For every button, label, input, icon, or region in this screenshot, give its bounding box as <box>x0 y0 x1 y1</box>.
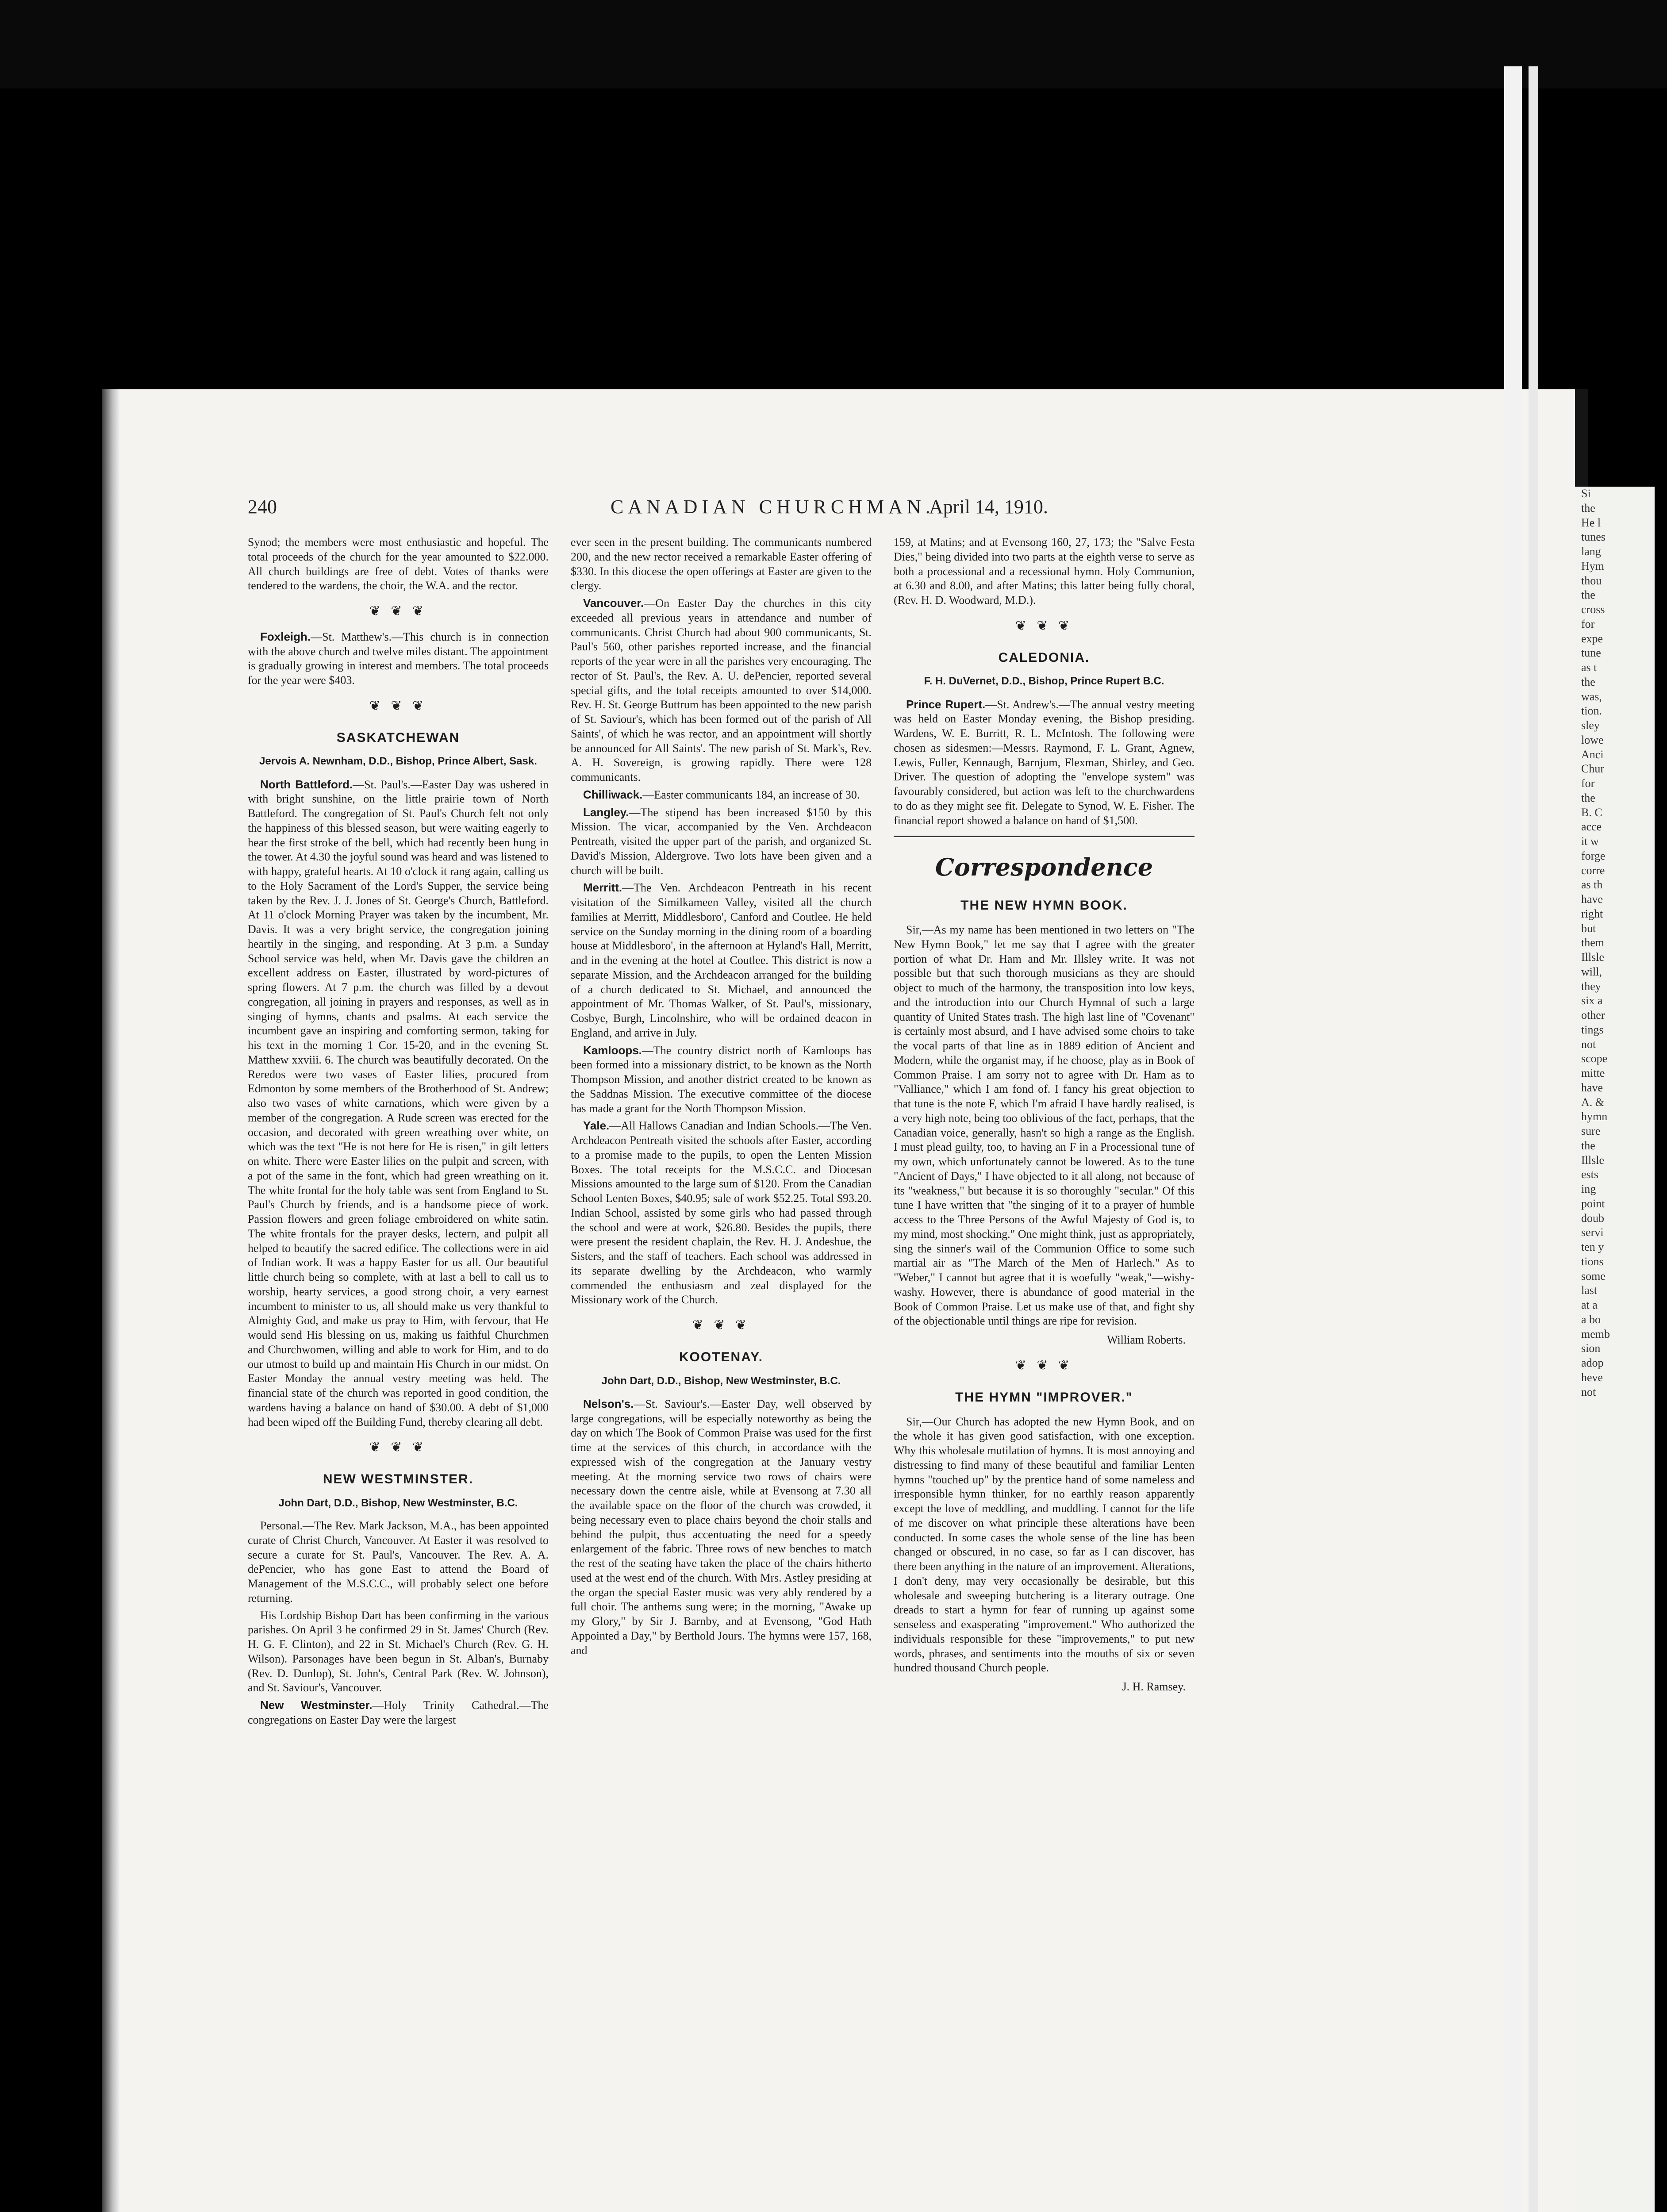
adjacent-page-line: memb <box>1581 1327 1610 1340</box>
adjacent-page-line: the <box>1581 1139 1595 1152</box>
adjacent-page-line: tings <box>1581 1023 1604 1036</box>
adjacent-page-line: tunes <box>1581 530 1606 544</box>
adjacent-page-line: ests <box>1581 1168 1598 1181</box>
adjacent-page-line: the <box>1581 675 1595 688</box>
adjacent-page-line: have <box>1581 893 1603 906</box>
adjacent-page-line: at a <box>1581 1298 1598 1311</box>
page-spine-shadow <box>102 389 119 2212</box>
adjacent-page-line: forge <box>1581 849 1606 862</box>
bishop-byline: John Dart, D.D., Bishop, New Westminster, B.C. <box>601 1375 841 1387</box>
section-heading-new-westminster: NEW WESTMINSTER. <box>323 1472 474 1487</box>
paragraph: Foxleigh.—St. Matthew's.—This church is in connection with the above church and twelve miles distant. The appointment is gradually growing in interest and members. The total proceeds for the year were $403. <box>248 630 549 687</box>
paragraph: Synod; the members were most enthusiastic and hopeful. The total proceeds of the church for the year amounted to $22.000. All church buildings are free of debt. Votes of thanks were tendered to the wardens, the choir, the W.A. and the rector. <box>248 536 549 592</box>
adjacent-page-line: Hym <box>1581 559 1604 572</box>
adjacent-page-line: as t <box>1581 661 1597 674</box>
adjacent-page-line: will, <box>1581 965 1602 978</box>
adjacent-page-line: ing <box>1581 1183 1596 1195</box>
adjacent-page-line: as th <box>1581 878 1603 891</box>
adjacent-page-line: they <box>1581 979 1601 993</box>
adjacent-page-line: servi <box>1581 1226 1604 1239</box>
adjacent-page-line: Si <box>1581 487 1591 500</box>
adjacent-page-line: lowe <box>1581 733 1604 746</box>
adjacent-page-line: Chur <box>1581 762 1604 776</box>
adjacent-page-line: doub <box>1581 1211 1604 1225</box>
page-number: 240 <box>248 496 277 518</box>
column-1 <box>248 535 549 1730</box>
adjacent-page-line: six a <box>1581 994 1603 1007</box>
ornament: ❦ ❦ ❦ <box>369 604 427 618</box>
adjacent-page-fragment <box>1575 487 1655 2212</box>
section-heading-caledonia: CALEDONIA. <box>998 650 1090 665</box>
paragraph: His Lordship Bishop Dart has been confirming in the various parishes. On April 3 he confirmed 29 in St. James' Church (Rev. H. G. F. Clinton), and 22 in St. Michael's Church (Rev. G. H. Wilson). Parsonages have been begun in St. Alban's, Burnaby (Rev. D. Dunlop), St. John's, Central Park (Rev. W. Johnson), and St. Saviour's, Vancouver. <box>248 1609 549 1694</box>
letter-heading: THE NEW HYMN BOOK. <box>960 898 1128 913</box>
newspaper-page <box>102 389 1588 2212</box>
adjacent-page-line: the <box>1581 791 1595 804</box>
adjacent-page-line: sion <box>1581 1342 1601 1355</box>
adjacent-page-line: the <box>1581 588 1595 602</box>
scanner-frame-top <box>0 0 1667 88</box>
adjacent-page-line: acce <box>1581 820 1602 833</box>
ornament: ❦ ❦ ❦ <box>692 1318 750 1333</box>
adjacent-page-line: expe <box>1581 632 1603 645</box>
adjacent-page-line: B. C <box>1581 806 1602 819</box>
bishop-byline: Jervois A. Newnham, D.D., Bishop, Prince Albert, Sask. <box>259 755 537 768</box>
adjacent-page-line: last <box>1581 1284 1598 1297</box>
adjacent-page-line: heve <box>1581 1371 1603 1384</box>
adjacent-page-line: thou <box>1581 574 1602 587</box>
adjacent-page-line: the <box>1581 501 1595 515</box>
paragraph: Kamloops.—The country district north of Kamloops has been formed into a missionary district, to be known as the North Thompson Mission, and another district created to be known as the Saddnas Mission. The executive committee of the diocese has made a grant for the North Thompson Mission. <box>571 1043 872 1115</box>
paragraph: North Battleford.—St. Paul's.—Easter Day was ushered in with bright sunshine, on the little prairie town of North Battleford. The congregation of St. Paul's Church felt not only the happiness of this blessed season, but were waiting eagerly to hear the first stroke of the bell, which had recently been hung in the tower. At 4.30 the joyful sound was heard and was listened to with happy, grateful hearts. At 10 o'clock it rang again, calling us to the Holy Sacrament of the Lord's Supper, the service being taken by the Rev. J. J. Jones of St. George's Church, Battleford. At 11 o'clock Morning Prayer was taken by the incumbent, Mr. Davis. It was a very bright service, the congregation joining heartily in the singing, and responding. At 3 p.m. a Sunday School service was held, when Mr. Davis gave the children an excellent address on Easter, illustrated by word-pictures of spring flowers. At 7 p.m. the church was filled by a devout congregation, all joining in prayers and responses, as well as in singing of hymns, chants and psalms. At each service the incumbent gave an inspiring and comforting sermon, taking for his text in the morning 1 Cor. 15-20, and in the evening St. Matthew xxviii. 6. The church was beautifully decorated. On the Reredos were two vases of Easter lilies, procured from Edmonton by some members of the Brotherhood of St. Andrew; also two vases of white carnations, which were given by a member of the congregation. A Rude screen was erected for the occasion, and decorated with green wreathing over white, on which was the text "He is not here for He is risen," in gilt letters on white. There were Easter lilies on the pulpit and screen, with a pot of the same in the font, which had green wreathing on it. The white frontal for the holy table was sent from England to St. Paul's Church by friends, and is a handsome piece of work. Passion flowers and green foliage embroidered on white satin. The white frontals for the prayer desks, lectern, and pulpit all helped to beautify the sacred edifice. The collections were in aid of Indian work. It was a happy Easter for us all. Our beautiful little church being so complete, with at last a bell to call us to worship, hearty services, a good strong choir, a very earnest incumbent to minister to us, all should make us very thankful to Almighty God, and make us pray to Him, with fervour, that He would send His blessing on us, making us faithful Churchmen and Churchwomen, willing and able to work for Him, and to do our utmost to build up and maintain His Church in our midst. On Easter Monday the annual vestry meeting was held. The financial state of the church was reported in good condition, the wardens having a balance on hand of $30.00. A debt of $1,000 had been wiped off the Building Fund, thereby clearing all debt. <box>248 777 549 1429</box>
paragraph: Merritt.—The Ven. Archdeacon Pentreath in his recent visitation of the Similkameen Valley, visited all the church families at Merritt, Middlesboro', Canford and Coutlee. He held service on the Sunday morning in the dining room of a boarding house at Middlesboro', in the afternoon at Hyland's Hall, Merritt, and in the evening at the hotel at Coutlee. This district is now a separate Mission, and the Archdeacon arranged for the building of a church dedicated to St. Michael, and announced the appointment of Mr. Thomas Walker, of St. Paul's, missionary, Cosbye, Burgh, Lincolnshire, who will be ordained deacon in England, and arrive in July. <box>571 881 872 1039</box>
adjacent-page-line: corre <box>1581 864 1605 877</box>
adjacent-page-line: tions <box>1581 1255 1604 1268</box>
paragraph: Nelson's.—St. Saviour's.—Easter Day, well observed by large congregations, will be especially noteworthy as being the day on which The Book of Common Praise was used for the first time at the services of this church, in accordance with the expressed wish of the congregation at the January vestry meeting. At the morning service two rows of chairs were necessary down the centre aisle, while at Evensong at 7.30 all the available space on the floor of the church was crowded, it being necessary even to place chairs beyond the choir stalls and behind the pulpit, thus accentuating the need for a speedy enlargement of the fabric. Three rows of new benches to match the rest of the seating have taken the place of the chairs hitherto used at the west end of the church. With Mrs. Astley presiding at the organ the special Easter music was very ably rendered by a full choir. The anthems sung were; in the morning, "Awake up my Glory," by Sir J. Barnby, and at Evensong, "God Hath Appointed a Day," by Berthold Jours. The hymns were 157, 168, and <box>571 1397 872 1657</box>
ornament: ❦ ❦ ❦ <box>1015 1358 1073 1373</box>
divider <box>894 836 1195 837</box>
adjacent-page-line: right <box>1581 907 1603 920</box>
paragraph: Yale.—All Hallows Canadian and Indian Schools.—The Ven. Archdeacon Pentreath visited the schools after Easter, according to a promise made to the pupils, to open the Lenten Mission Boxes. The total receipts for the M.S.C.C. and Diocesan Missions amounted to the large sum of $120. From the Canadian School Lenten Boxes, $40.95; sale of work $52.25. Total $93.20. Indian School, assisted by some girls who had passed through the school and were at work, $26.80. Besides the pupils, there were present the resident chaplain, the Rev. H. J. Andeshue, the Sisters, and the staff of teachers. Each school was addressed in its separate dwelling by the Archdeacon, who warmly commended the enthusiasm and zeal displayed for the Missionary work of the Church. <box>571 1119 872 1306</box>
adjacent-page-line: was, <box>1581 690 1602 703</box>
paragraph: Vancouver.—On Easter Day the churches in this city exceeded all previous years in attendance and number of communicants. Christ Church had about 900 communicants, St. Paul's 560, other parishes reported increase, and the financial reports of the year were in all the parishes very encouraging. The rector of St. Paul's, the Rev. A. U. dePencier, reported several special gifts, and the total receipts amounted to over $14,000. Rev. H. St. George Buttrum has been appointed to the new parish of St. Saviour's, which has been formed out of the parish of All Saints', of which he was rector, and an appointment will shortly be announced for All Saints'. The new parish of St. Mark's, Rev. A. H. Sovereign, is growing rapidly. There were 128 communicants. <box>571 596 872 783</box>
correspondence-heading: Correspondence <box>935 853 1153 882</box>
adjacent-page-line: ten y <box>1581 1240 1604 1253</box>
paragraph: Personal.—The Rev. Mark Jackson, M.A., has been appointed curate of Christ Church, Vancouver. At Easter it was resolved to secure a curate for St. Paul's, Vancouver. The Rev. A. A. dePencier, who has gone East to attend the Board of Management of the M.S.C.C., will probably select one before returning. <box>248 1519 549 1605</box>
adjacent-page-line: tion. <box>1581 704 1602 718</box>
adjacent-page-line: them <box>1581 936 1604 949</box>
paragraph: ever seen in the present building. The communicants numbered 200, and the new rector received a remarkable Easter offering of $330. In this diocese the open offerings at Easter are given to the clergy. <box>571 536 872 592</box>
ornament: ❦ ❦ ❦ <box>369 1440 427 1455</box>
adjacent-page-line: Anci <box>1581 748 1604 761</box>
adjacent-page-line: other <box>1581 1009 1605 1022</box>
paragraph: Langley.—The stipend has been increased $150 by this Mission. The vicar, accompanied by the Ven. Archdeacon Pentreath, visited the upper part of the parish, and organized St. David's Mission, Aldergrove. Two lots have been given and a church will be built. <box>571 805 872 877</box>
column-3 <box>894 535 1195 1701</box>
adjacent-page-line: for <box>1581 777 1595 790</box>
paragraph: Chilliwack.—Easter communicants 184, an increase of 30. <box>583 787 860 801</box>
scanner-frame-strip <box>1529 66 1538 2212</box>
adjacent-page-line: mitte <box>1581 1067 1605 1079</box>
issue-date: April 14, 1910. <box>929 496 1048 518</box>
adjacent-page-line: but <box>1581 922 1596 935</box>
adjacent-page-line: a bo <box>1581 1313 1601 1326</box>
adjacent-page-line: adop <box>1581 1356 1604 1369</box>
ornament: ❦ ❦ ❦ <box>369 698 427 713</box>
adjacent-page-line: sure <box>1581 1125 1601 1137</box>
adjacent-page-text <box>1575 487 1655 1399</box>
letter-heading: THE HYMN "IMPROVER." <box>955 1390 1133 1405</box>
adjacent-page-line: point <box>1581 1197 1605 1210</box>
adjacent-page-line: not <box>1581 1037 1596 1051</box>
paragraph: 159, at Matins; and at Evensong 160, 27, 173; the "Salve Festa Dies," being divided into two parts at the eighth verse to serve as both a processional and a recessional hymn. Holy Communion, at 6.30 and 8.00, and after Matins; this latter being fully choral, (Rev. H. D. Woodward, M.D.). <box>894 536 1195 607</box>
adjacent-page-line: lang <box>1581 545 1601 558</box>
adjacent-page-line: cross <box>1581 603 1605 616</box>
adjacent-page-line: it w <box>1581 835 1599 848</box>
bishop-byline: John Dart, D.D., Bishop, New Westminster, B.C. <box>278 1497 518 1509</box>
bishop-byline: F. H. DuVernet, D.D., Bishop, Prince Rupert B.C. <box>924 675 1164 687</box>
adjacent-page-line: not <box>1581 1385 1596 1398</box>
paragraph: Prince Rupert.—St. Andrew's.—The annual vestry meeting was held on Easter Monday evening, the Bishop presiding. Wardens, W. E. Burritt, R. L. McIntosh. The following were chosen as sidesmen:—Messrs. Raymond, F. L. Grant, Agnew, Lewis, Fuller, Kennaugh, Barnjum, Flexman, Shirley, and Geo. Driver. The question of adopting the "envelope system" was favourably considered, but action was left to the churchwardens to do as they might see fit. Delegate to Synod, W. E. Fisher. The financial report showed a balance on hand of $1,500. <box>894 697 1195 827</box>
ornament: ❦ ❦ ❦ <box>1015 618 1073 633</box>
adjacent-page-line: scope <box>1581 1052 1608 1065</box>
adjacent-page-line: for <box>1581 617 1595 630</box>
letter-signature: J. H. Ramsey. <box>1122 1680 1186 1693</box>
section-heading-saskatchewan: SASKATCHEWAN <box>336 730 460 745</box>
scanner-frame-strip <box>1504 66 1522 2212</box>
adjacent-page-line: tune <box>1581 646 1601 660</box>
adjacent-page-line: hymn <box>1581 1110 1608 1123</box>
adjacent-page-line: Illsle <box>1581 951 1604 964</box>
adjacent-page-line: Illsle <box>1581 1153 1604 1167</box>
adjacent-page-line: some <box>1581 1269 1606 1283</box>
masthead-title: CANADIAN CHURCHMAN. <box>611 496 935 518</box>
adjacent-page-line: He l <box>1581 516 1601 529</box>
section-heading-kootenay: KOOTENAY. <box>679 1349 764 1364</box>
adjacent-page-line: have <box>1581 1081 1603 1094</box>
adjacent-page-line: sley <box>1581 719 1600 732</box>
letter-body: Sir,—Our Church has adopted the new Hymn Book, and on the whole it has given good satisfaction, with one exception. Why this wholesale mutilation of hymns. It is most annoying and distressing to find many of these beautiful and familiar Lenten hymns "touched up" by the prentice hand of some nameless and irresponsible hymn thinker, for no earthly reason apparently except the love of meddling, and muddling. I cannot for the life of me discover on what principle these alterations have been conducted. In some cases the whole sense of the line has been changed or obscured, in no case, so far as I can discover, has there been anything in the nature of an improvement. Alterations, I don't deny, may very occasionally be desirable, but this wholesale and sweeping butchering is a literary outrage. One dreads to start a hymn for fear of running up against some senseless and exasperating "improvement." Who authorized the individuals responsible for these "improvements," to put new words, phrases, and sentiments into the mouths of six or seven hundred thousand Church people. <box>894 1415 1195 1674</box>
column-2 <box>571 535 872 1660</box>
letter-signature: William Roberts. <box>1106 1333 1186 1347</box>
paragraph: New Westminster.—Holy Trinity Cathedral.—The congregations on Easter Day were the largest <box>248 1698 549 1726</box>
letter-body: Sir,—As my name has been mentioned in two letters on "The New Hymn Book," let me say that I agree with the greater portion of what Dr. Ham and Mr. Illsley write. It was not possible but that such thorough musicians as they are should object to much of the harmony, the transposition into low keys, and the introduction into our Church Hymnal of such a large quantity of United States trash. The high last line of "Covenant" is certainly most absurd, and I have advised some choirs to take the vocal parts of that line as in 1889 edition of Ancient and Modern, while the organist may, if he choose, play as in Book of Common Praise. I am sorry not to agree with Dr. Ham as to "Valliance," which I am fond of. I fancy his great objection to that tune is the note F, which I'm afraid I have hardly realised, is a very high note, being too oblivious of the fact, perhaps, that the Canadian voice, generally, hasn't so high a range as the English. I must plead guilty, too, to having an F in a Processional tune of my own, which unfortunately cannot be lowered. As to the tune "Ancient of Days," I have objected to it all along, not because of its "weakness," but because it is so thoroughly "secular." Of this tune I have written that "the singing of it to a prayer of humble access to the Three Persons of the Awful Majesty of God is, to my mind, most shocking." One might think, just as appropriately, sing the sinner's wail of the Communion Office to some such martial air as "The March of the Men of Harlech." As to "Weber," I cannot but agree that it is woefully "weak,"—wishy-washy. However, there is abundance of good material in the Book of Common Praise. Let us make use of that, and fight shy of the objectionable until things are ripe for revision. <box>894 923 1195 1328</box>
adjacent-page-line: A. & <box>1581 1095 1604 1109</box>
